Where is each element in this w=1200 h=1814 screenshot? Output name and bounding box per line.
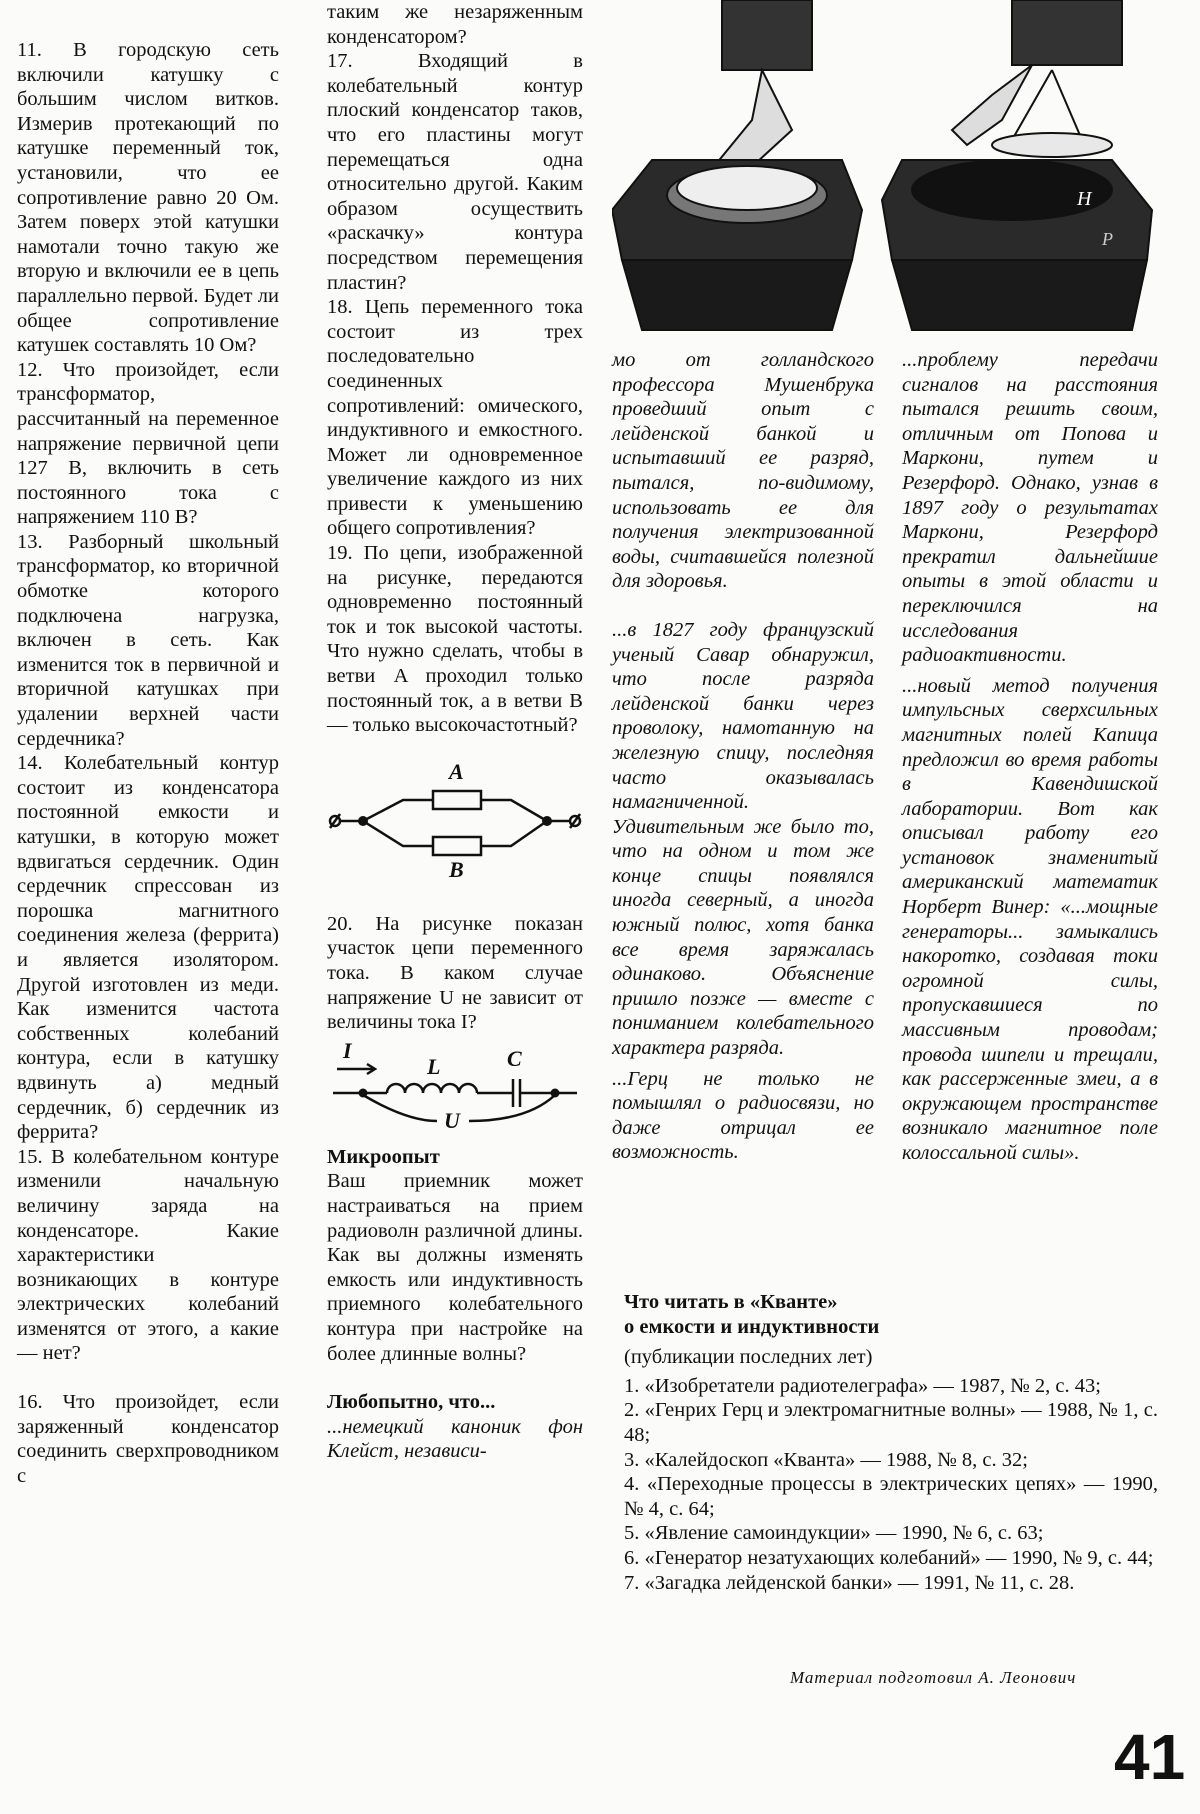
column-2 [327,0,583,1464]
question-16-continuation: таким же незаряженным конденсатором? [327,1,583,48]
curious-fact-hertz: ...Герц не только не помышлял о радиосвязи, но даже отрицал ее возможность. [612,1067,874,1164]
reading-list-item: 3. «Калейдоскоп «Кванта» — 1988, № 8, с. 32; [624,1448,1028,1471]
column-4 [902,348,1158,1166]
branch-b-label: B [449,856,464,882]
reading-list-item: 6. «Генератор незатухающих колебаний» — 1990, № 9, с. 44; [624,1546,1154,1569]
curious-facts-title: Любопытно, что... [327,1391,496,1414]
question-16: 16. Что произойдет, если заряженный конденсатор соединить сверхпроводником с [17,1391,279,1487]
voltage-label: U [444,1107,460,1133]
curious-fact-rutherford: ...проблему передачи сигналов на расстояния пытался решить своим, отличным от Попова и Маркони, путем и Резерфорд. Однако, узнав в 1897 году о результатах Маркони, Резерфорд прекратил дальнейшие опыты в этой области и переключился на исследования радиоактивности. [902,349,1158,667]
reading-list-item: 7. «Загадка лейденской банки» — 1991, № 11, с. 28. [624,1571,1075,1594]
capacitor-label: C [507,1045,522,1071]
reading-list-subtitle: (публикации последних лет) [624,1346,873,1369]
reading-list-item: 4. «Переходные процессы в электрических цепях» — 1990, № 4, с. 64; [624,1473,1158,1520]
parallel-circuit-diagram [327,758,583,908]
question-17: 17. Входящий в колебательный контур плоский конденсатор таков, что его пластины могут перемещаться одна относительно другой. Каким образом осуществить «раскачку» контура посредством перемещения пластин? [327,50,583,294]
question-14: 14. Колебательный контур состоит из конденсатора постоянной емкости и катушки, в которую может вдвигаться сердечник. Один сердечник спрессован из порошка магнитного соединения железа (феррита) и является изолятором. Другой изготовлен из меди. Как изменится частота собственных колебаний контура, если в катушку вдвинуть а) медный сердечник, б) сердечник из феррита? [17,752,279,1144]
column-3 [612,348,874,1165]
question-19: 19. По цепи, изображенной на рисунке, передаются одновременно постоянный ток и ток высокой частоты. Что нужно сделать, чтобы в ветви A проходил только постоянный ток, а в ветви B — только высокочастотный? [327,542,583,737]
column-1 [17,38,279,1488]
reading-list-title: Что читать в «Кванте» [624,1291,838,1313]
curious-fact-savart: ...в 1827 году французский ученый Савар обнаружил, что после разряда лейденской банки через проволоку, намотанную на железную спицу, последняя часто оказывалась намагниченной. Удивительным же было то, что на одном и том же конце спицы появлялся иногда северный, а иногда южный полюс, хотя банка все время заряжалась одинаково. Объяснение пришло позже — вместе с пониманием колебательного характера разряда. [612,618,874,1060]
curious-fact-kleist: ...немецкий каноник фон Клейст, независи- [327,1415,583,1463]
inductor-label: L [427,1053,441,1079]
question-18: 18. Цепь переменного тока состоит из трех последовательно соединенных сопротивлений: омического, индуктивного и емкостного. Может ли одновременное увеличение каждого из них привести к уменьшению общего сопротивления? [327,296,583,540]
question-13: 13. Разборный школьный трансформатор, ко вторичной обмотке которого подключена нагрузка, включен в сеть. Как изменится ток в первичной и вторичной катушках при удалении верхней части сердечника? [17,530,279,750]
plate-label-p: P [1102,229,1113,249]
lc-circuit-diagram [327,1037,583,1141]
question-15: 15. В колебательном контуре изменили начальную величину заряда на конденсаторе. Какие характеристики возникающих в контуре электрических колебаний изменятся от этого, а какие — нет? [17,1145,279,1365]
plate-label-h: H [1077,188,1092,210]
curious-fact-kleist-continuation: мо от голландского профессора Мушенбрука проведший опыт с лейденской банкой и испытавший ее разряд, пытался, по-видимому, использовать ее для получения электризованной воды, считавшейся полезной для здоровья. [612,349,874,593]
reading-list [624,1290,1158,1595]
reading-list-item: 1. «Изобретатели радиотелеграфа» — 1987, № 2, с. 43; [624,1374,1101,1397]
current-label: I [343,1037,352,1063]
question-20: 20. На рисунке показан участок цепи переменного тока. В каком случае напряжение U не зависит от величины тока I? [327,912,583,1034]
reading-list-item: 5. «Явление самоиндукции» — 1990, № 6, с. 63; [624,1522,1044,1545]
question-11: 11. В городскую сеть включили катушку с большим числом витков. Измерив протекающий по катушке переменный ток, установили, что ее сопротивление равно 20 Ом. Затем поверх этой катушки намотали точно такую же вторую и включили ее в цепь параллельно первой. Будет ли общее сопротивление катушек составлять 10 Ом? [17,39,279,357]
page-number: 41 [1114,1721,1186,1793]
leyden-experiment-illustration [612,0,1160,345]
reading-list-title-2: о емкости и индуктивности [624,1315,880,1338]
author-credit: Материал подготовил А. Леонович [790,1668,1077,1687]
question-12: 12. Что произойдет, если трансформатор, рассчитанный на переменное напряжение первичной цепи 127 В, включить в сеть постоянного тока с напряжением 110 В? [17,358,279,529]
branch-a-label: A [449,758,464,784]
micro-experiment-text: Ваш приемник может настраиваться на прием радиоволн различной длины. Как вы должны изменять емкость или индуктивность приемного колебательного контура при настройке на более длинные волны? [327,1170,583,1365]
micro-experiment-title: Микроопыт [327,1145,440,1168]
curious-fact-kapitsa: ...новый метод получения импульсных сверхсильных магнитных полей Капица предложил во время работы в Кавендишской лаборатории. Вот как описывал работу его установок знаменитый американский математик Норберт Винер: «...мощные генераторы... замыкались накоротко, создавая токи огромной силы, пропускавшиеся по массивным проводам; провода шипели и трещали, как рассерженные змеи, а в окружающем пространстве возникало магнитное поле колоссальной силы». [902,674,1158,1164]
reading-list-item: 2. «Генрих Герц и электромагнитные волны» — 1988, № 1, с. 48; [624,1399,1158,1446]
